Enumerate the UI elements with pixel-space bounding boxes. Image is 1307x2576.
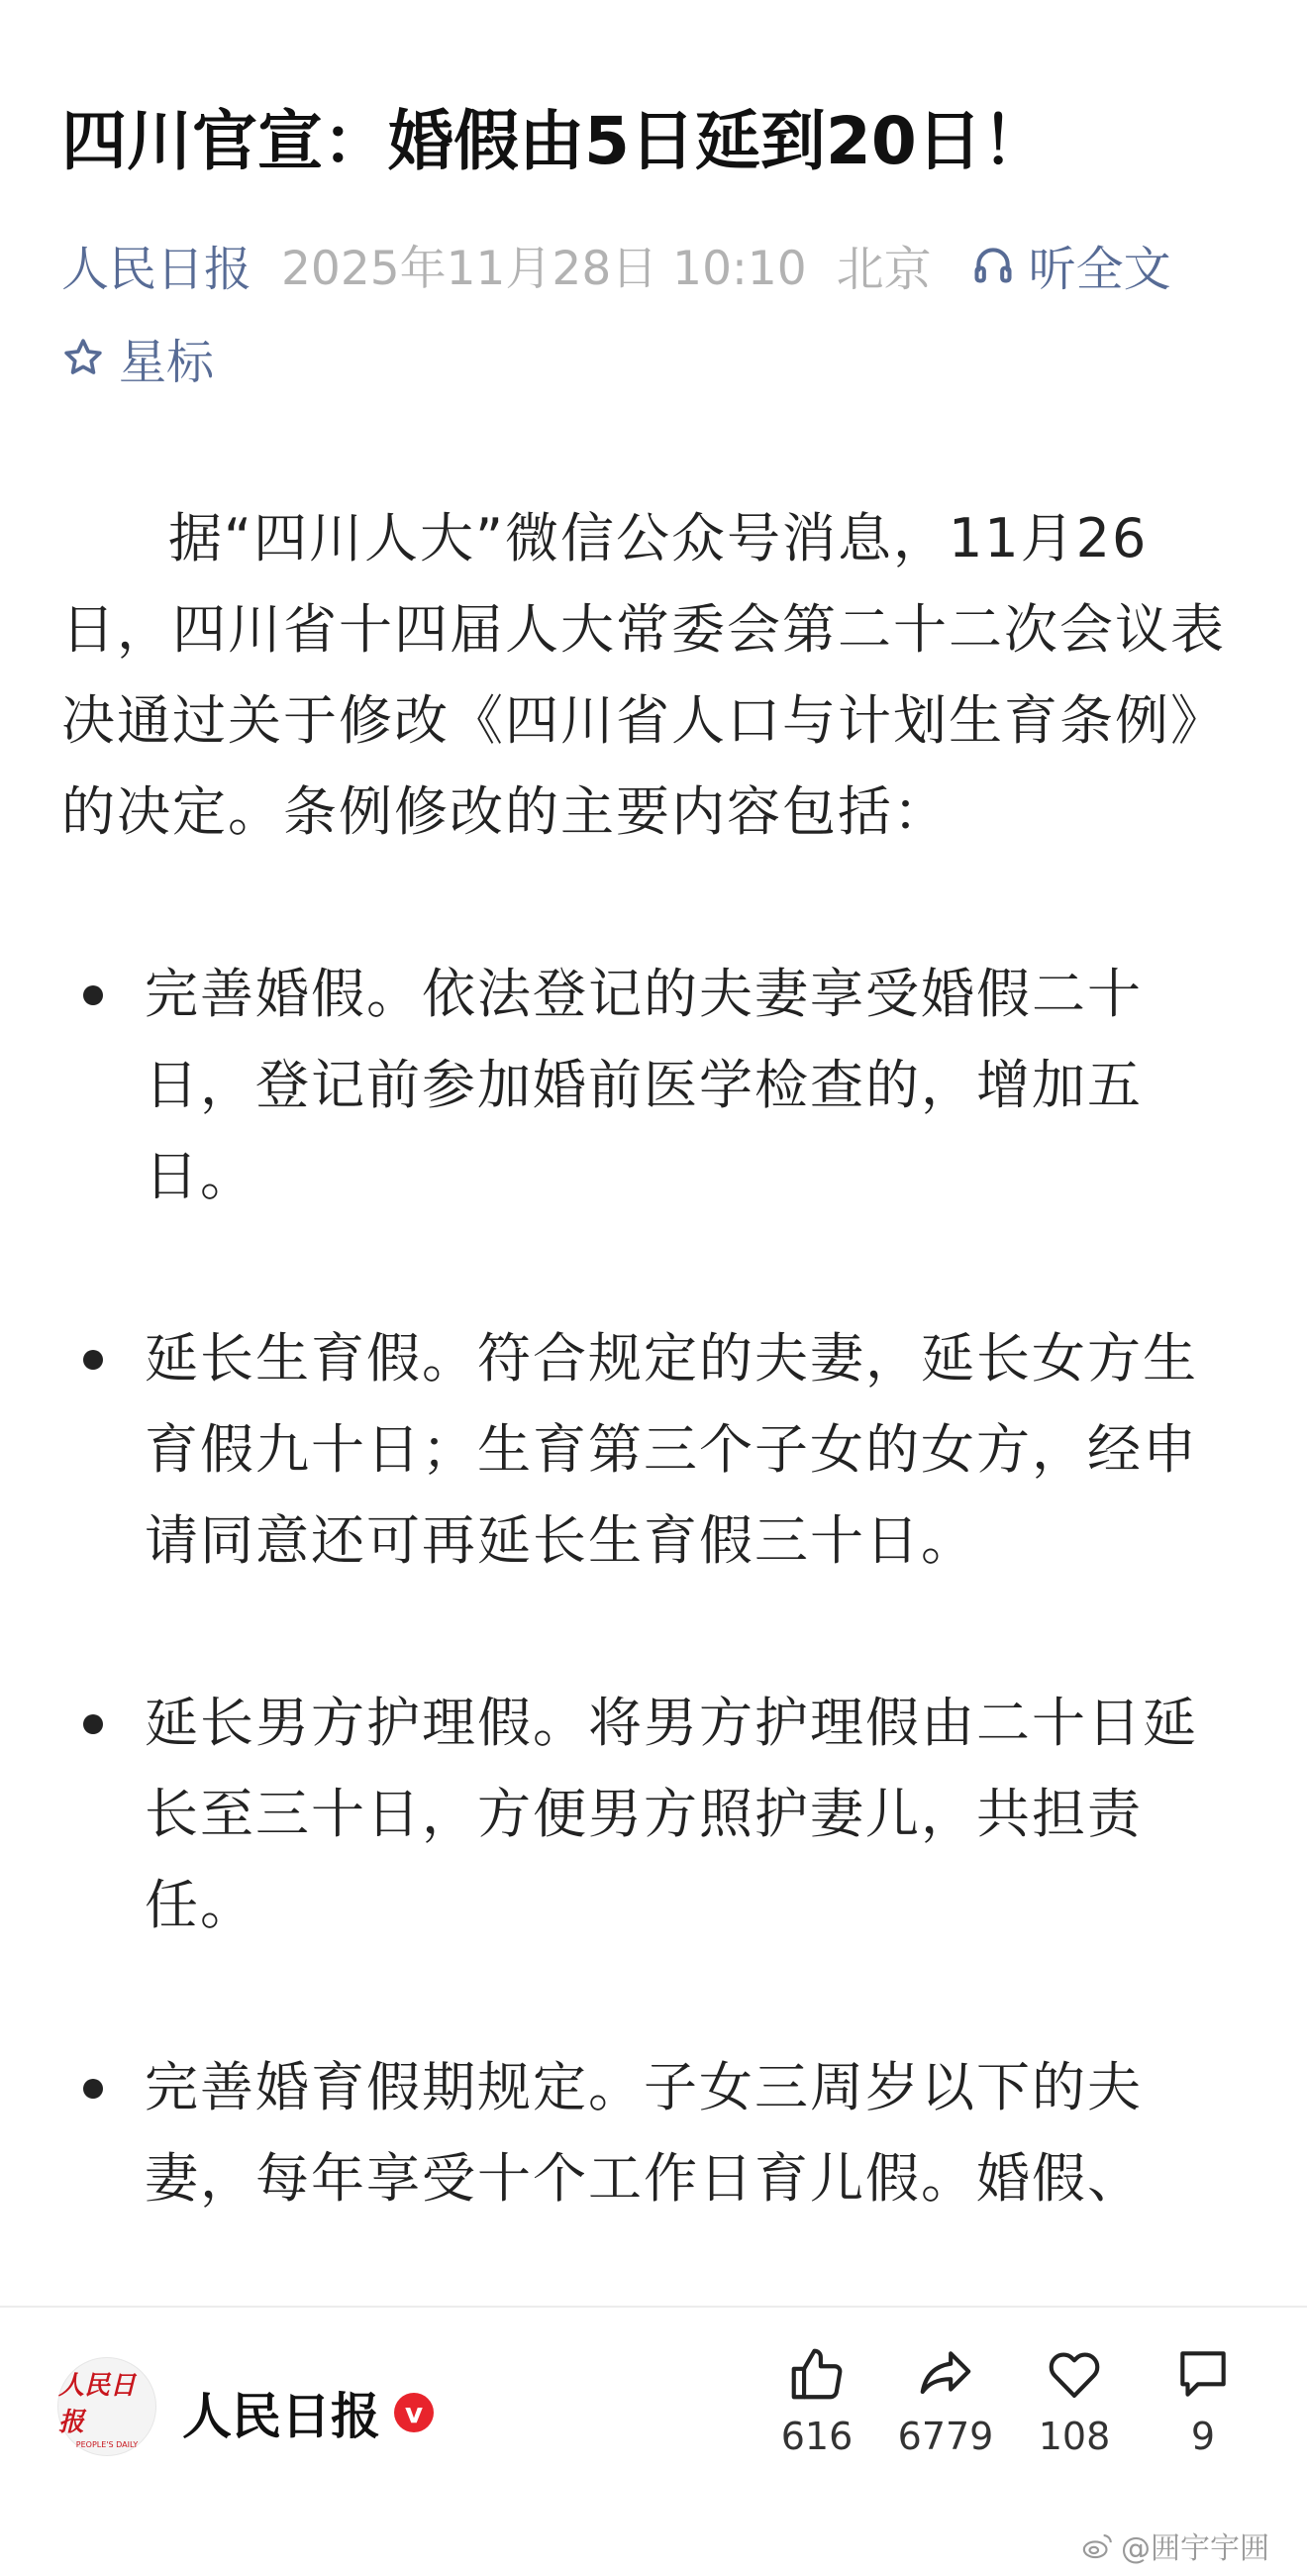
account-name-link[interactable]	[182, 2377, 434, 2448]
list-item	[61, 1678, 1250, 1951]
bullet-text: 完善婚育假期规定。子女三周岁以下的夫妻，每年享受十个工作日育儿假。婚假、	[145, 2056, 1143, 2210]
list-item	[61, 1313, 1250, 1587]
weibo-icon	[1081, 2530, 1115, 2560]
like-count: 616	[780, 2415, 854, 2458]
bullet-text: 延长男方护理假。将男方护理假由二十日延长至三十日，方便男方照护妻儿，共担责任。	[145, 1692, 1198, 1936]
star-icon	[61, 336, 105, 379]
bullet-text: 延长生育假。符合规定的夫妻，延长女方生育假九十日；生育第三个子女的女方，经申请同意还可再延长生育假三十日。	[145, 1327, 1198, 1572]
avatar-logo: 人民日报	[58, 2370, 137, 2437]
bullet-dot	[83, 1350, 103, 1370]
comment-count: 9	[1190, 2415, 1216, 2458]
article-title: 四川官宣：婚假由5日延到20日！	[61, 103, 1048, 179]
listen-label: 听全文	[1028, 241, 1171, 297]
headphones-icon	[971, 243, 1015, 286]
favorite-button[interactable]	[1010, 2343, 1139, 2458]
publish-location: 北京	[836, 241, 932, 297]
star-button[interactable]	[61, 323, 214, 392]
favorite-count: 108	[1038, 2415, 1111, 2458]
watermark-text: @囲宇宇囲	[1121, 2531, 1269, 2566]
share-button[interactable]	[881, 2343, 1010, 2458]
bullet-text: 完善婚假。依法登记的夫妻享受婚假二十日，登记前参加婚前医学检查的，增加五日。	[145, 963, 1143, 1207]
star-label: 星标	[119, 334, 215, 390]
bullet-list	[61, 949, 1250, 2224]
list-item	[61, 2042, 1250, 2224]
thumbs-up-icon	[786, 2343, 848, 2405]
source-link[interactable]: 人民日报	[61, 241, 252, 297]
article-meta	[61, 230, 1269, 299]
watermark	[1081, 2524, 1269, 2567]
publish-date: 2025年11月28日 10:10	[281, 241, 807, 296]
article-body	[61, 493, 1250, 2316]
avatar[interactable]	[57, 2357, 156, 2456]
share-count: 6779	[897, 2415, 994, 2458]
share-icon	[915, 2343, 976, 2405]
intro-paragraph: 据“四川人大”微信公众号消息，11月26日，四川省十四届人大常委会第二十二次会议表决通过关于修改《四川省人口与计划生育条例》的决定。条例修改的主要内容包括：	[61, 507, 1226, 843]
account-name: 人民日报	[182, 2388, 380, 2445]
bullet-dot	[83, 2079, 103, 2099]
verified-badge: v	[394, 2393, 434, 2432]
bottom-action-bar	[0, 2306, 1307, 2504]
list-item	[61, 949, 1250, 1222]
listen-button[interactable]	[971, 231, 1171, 299]
comment-icon	[1172, 2343, 1234, 2405]
bullet-dot	[83, 985, 103, 1005]
like-button[interactable]	[753, 2343, 881, 2458]
action-buttons	[753, 2343, 1267, 2482]
avatar-logo-sub: PEOPLE'S DAILY	[75, 2439, 139, 2449]
heart-icon	[1044, 2343, 1105, 2405]
bullet-dot	[83, 1714, 103, 1734]
comment-button[interactable]	[1139, 2343, 1267, 2458]
